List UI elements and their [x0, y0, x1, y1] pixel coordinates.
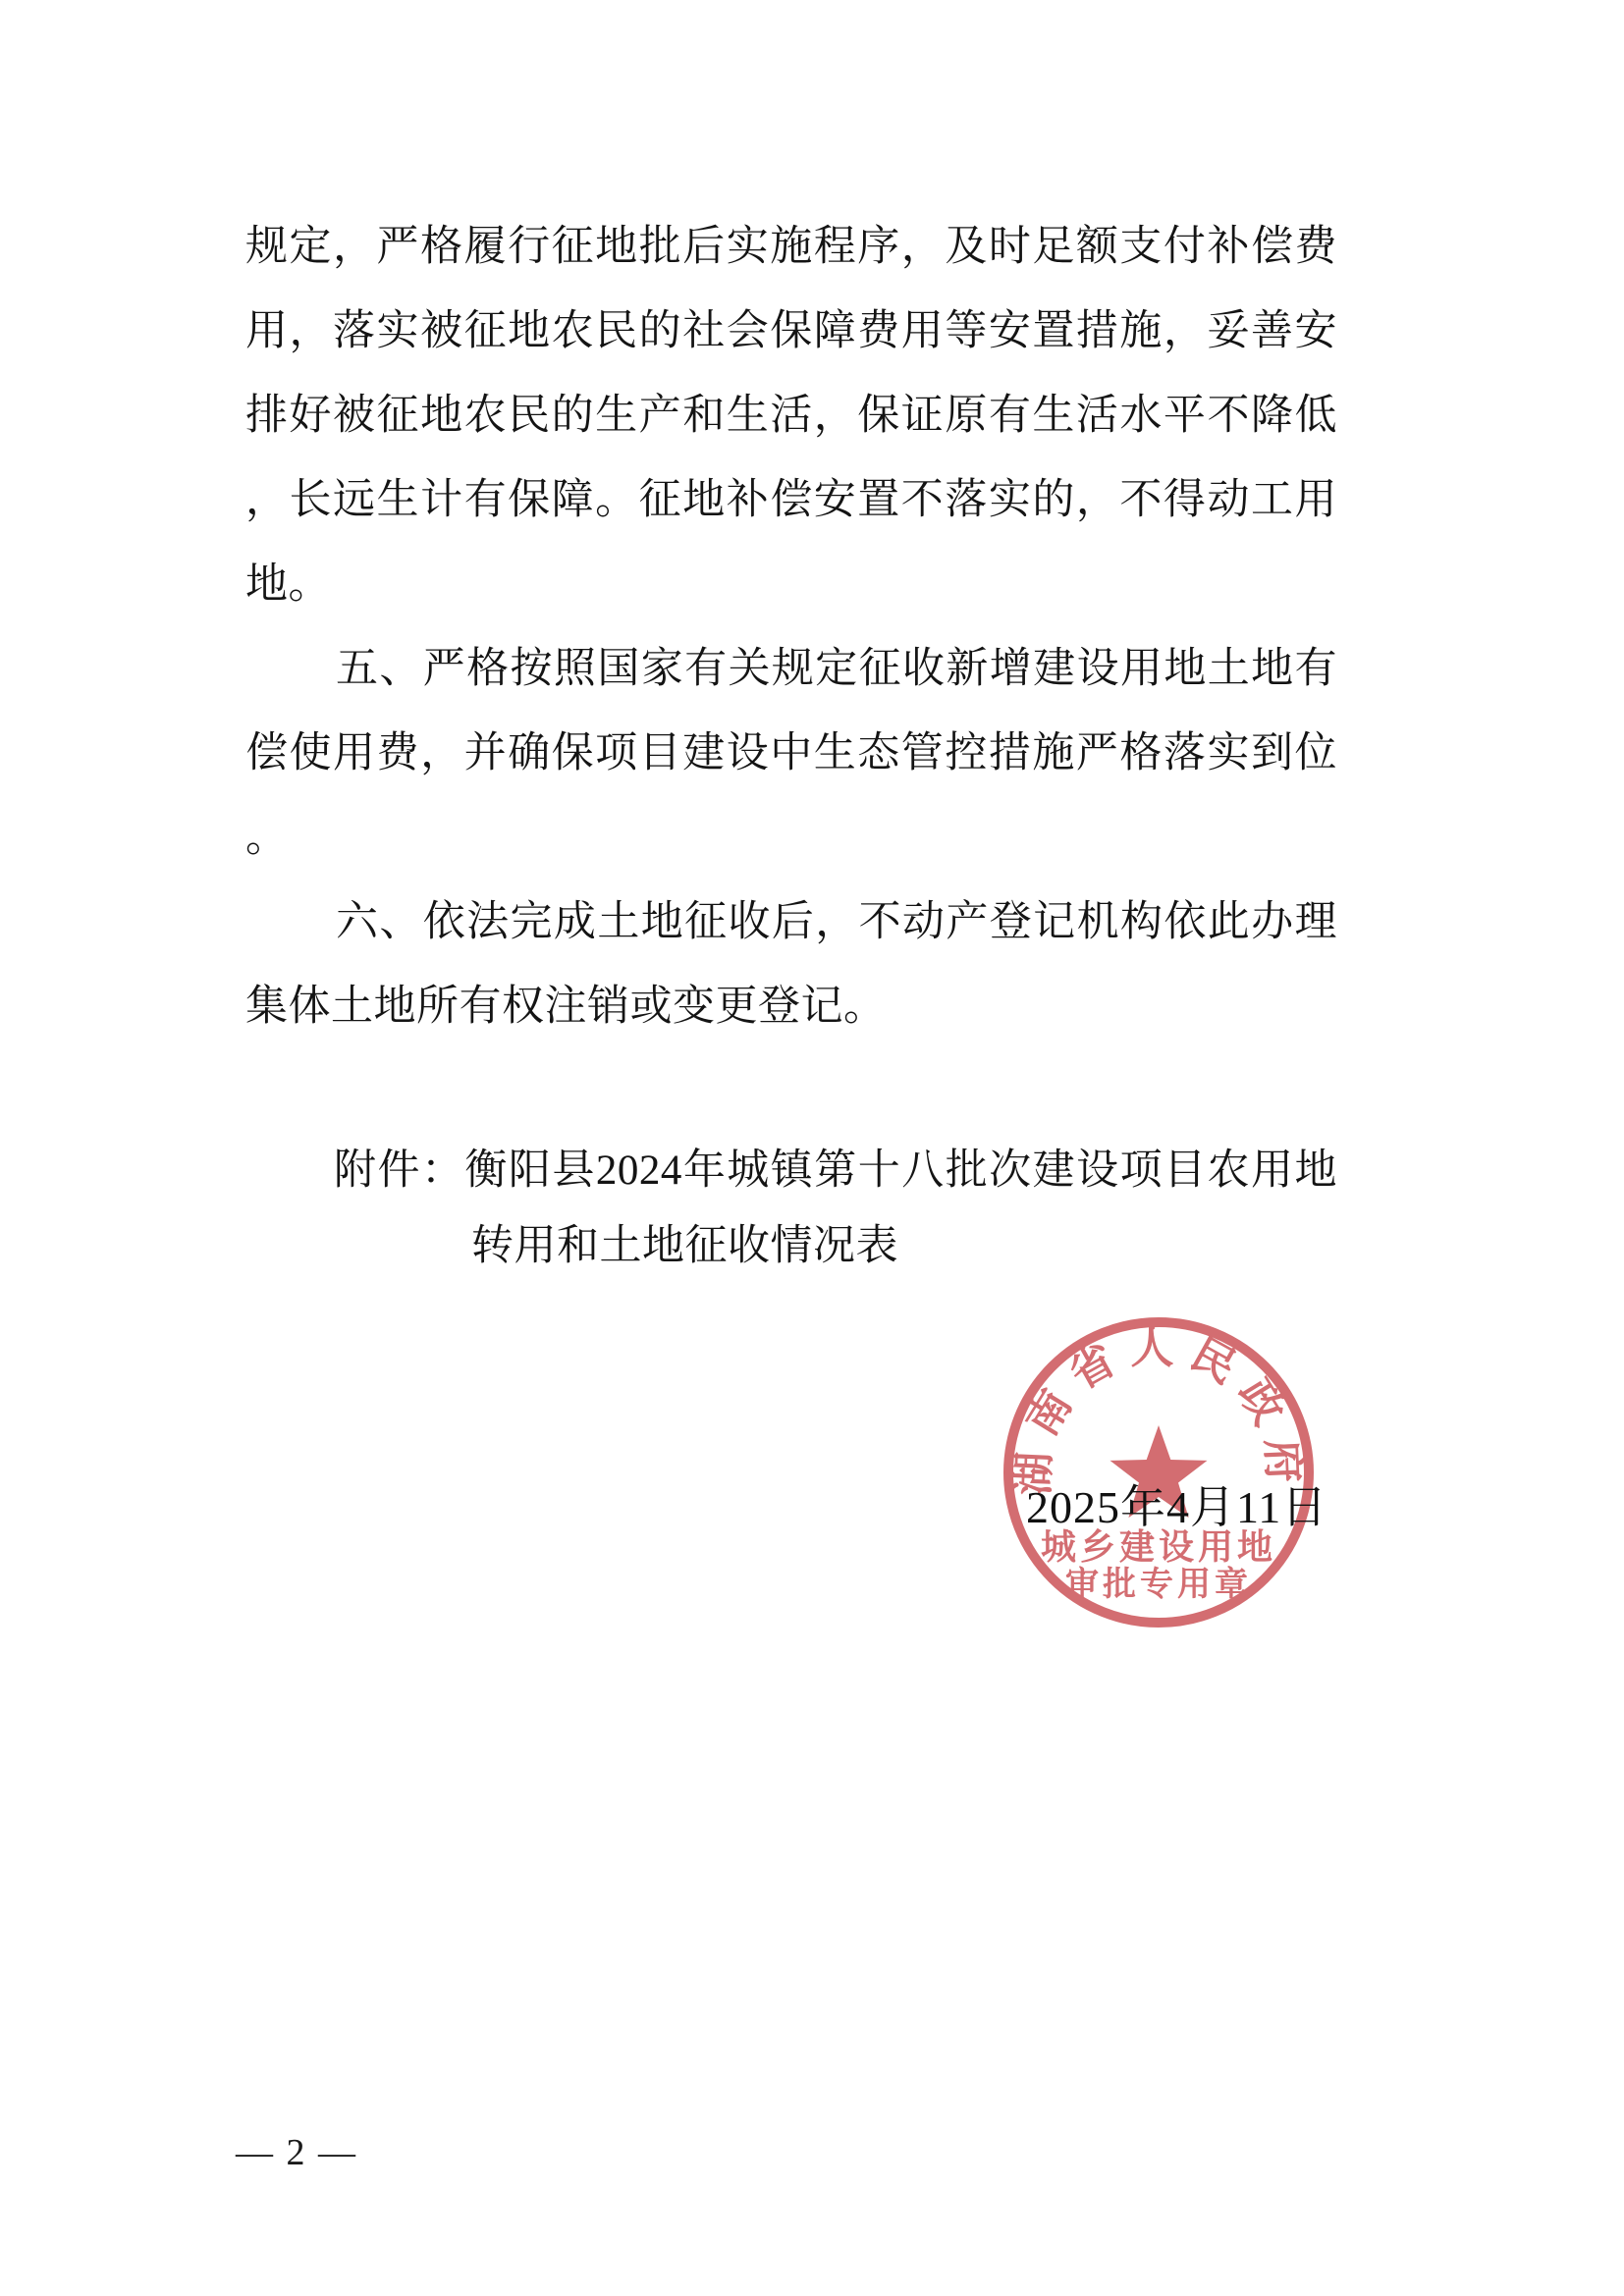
- body-line: 地。: [245, 561, 331, 608]
- body-line: ，长远生计有保障。征地补偿安置不落实的，不得动工用: [245, 477, 1337, 523]
- body-line: 排好被征地农民的生产和生活，保证原有生活水平不降低: [245, 393, 1337, 439]
- body-line-item-five: 五、严格按照国家有关规定征收新增建设用地土地有: [336, 646, 1337, 692]
- body-line: 。: [245, 815, 289, 861]
- seal-center-line-1: 城乡建设用地: [1040, 1526, 1277, 1567]
- body-line: 集体土地所有权注销或变更登记。: [245, 984, 887, 1030]
- issue-date: 2025年4月11日: [1026, 1482, 1328, 1532]
- official-seal: [999, 1312, 1319, 1632]
- body-line: 规定，严格履行征地批后实施程序，及时足额支付补偿费: [245, 224, 1337, 270]
- body-line: 偿使用费，并确保项目建设中生态管控措施严格落实到位: [245, 730, 1337, 776]
- attachment-line-2: 转用和土地征收情况表: [471, 1223, 898, 1269]
- seal-center-line-2: 审批专用章: [1065, 1566, 1252, 1603]
- body-line: 用，落实被征地农民的社会保障费用等安置措施，妥善安: [245, 308, 1337, 354]
- body-line-item-six: 六、依法完成土地征收后，不动产登记机构依此办理: [336, 899, 1337, 945]
- page-number: — 2 —: [236, 2132, 357, 2173]
- seal-arc-text: 湖南省人民政府: [1008, 1324, 1309, 1497]
- attachment-line-1: 附件：衡阳县2024年城镇第十八批次建设项目农用地: [334, 1148, 1337, 1194]
